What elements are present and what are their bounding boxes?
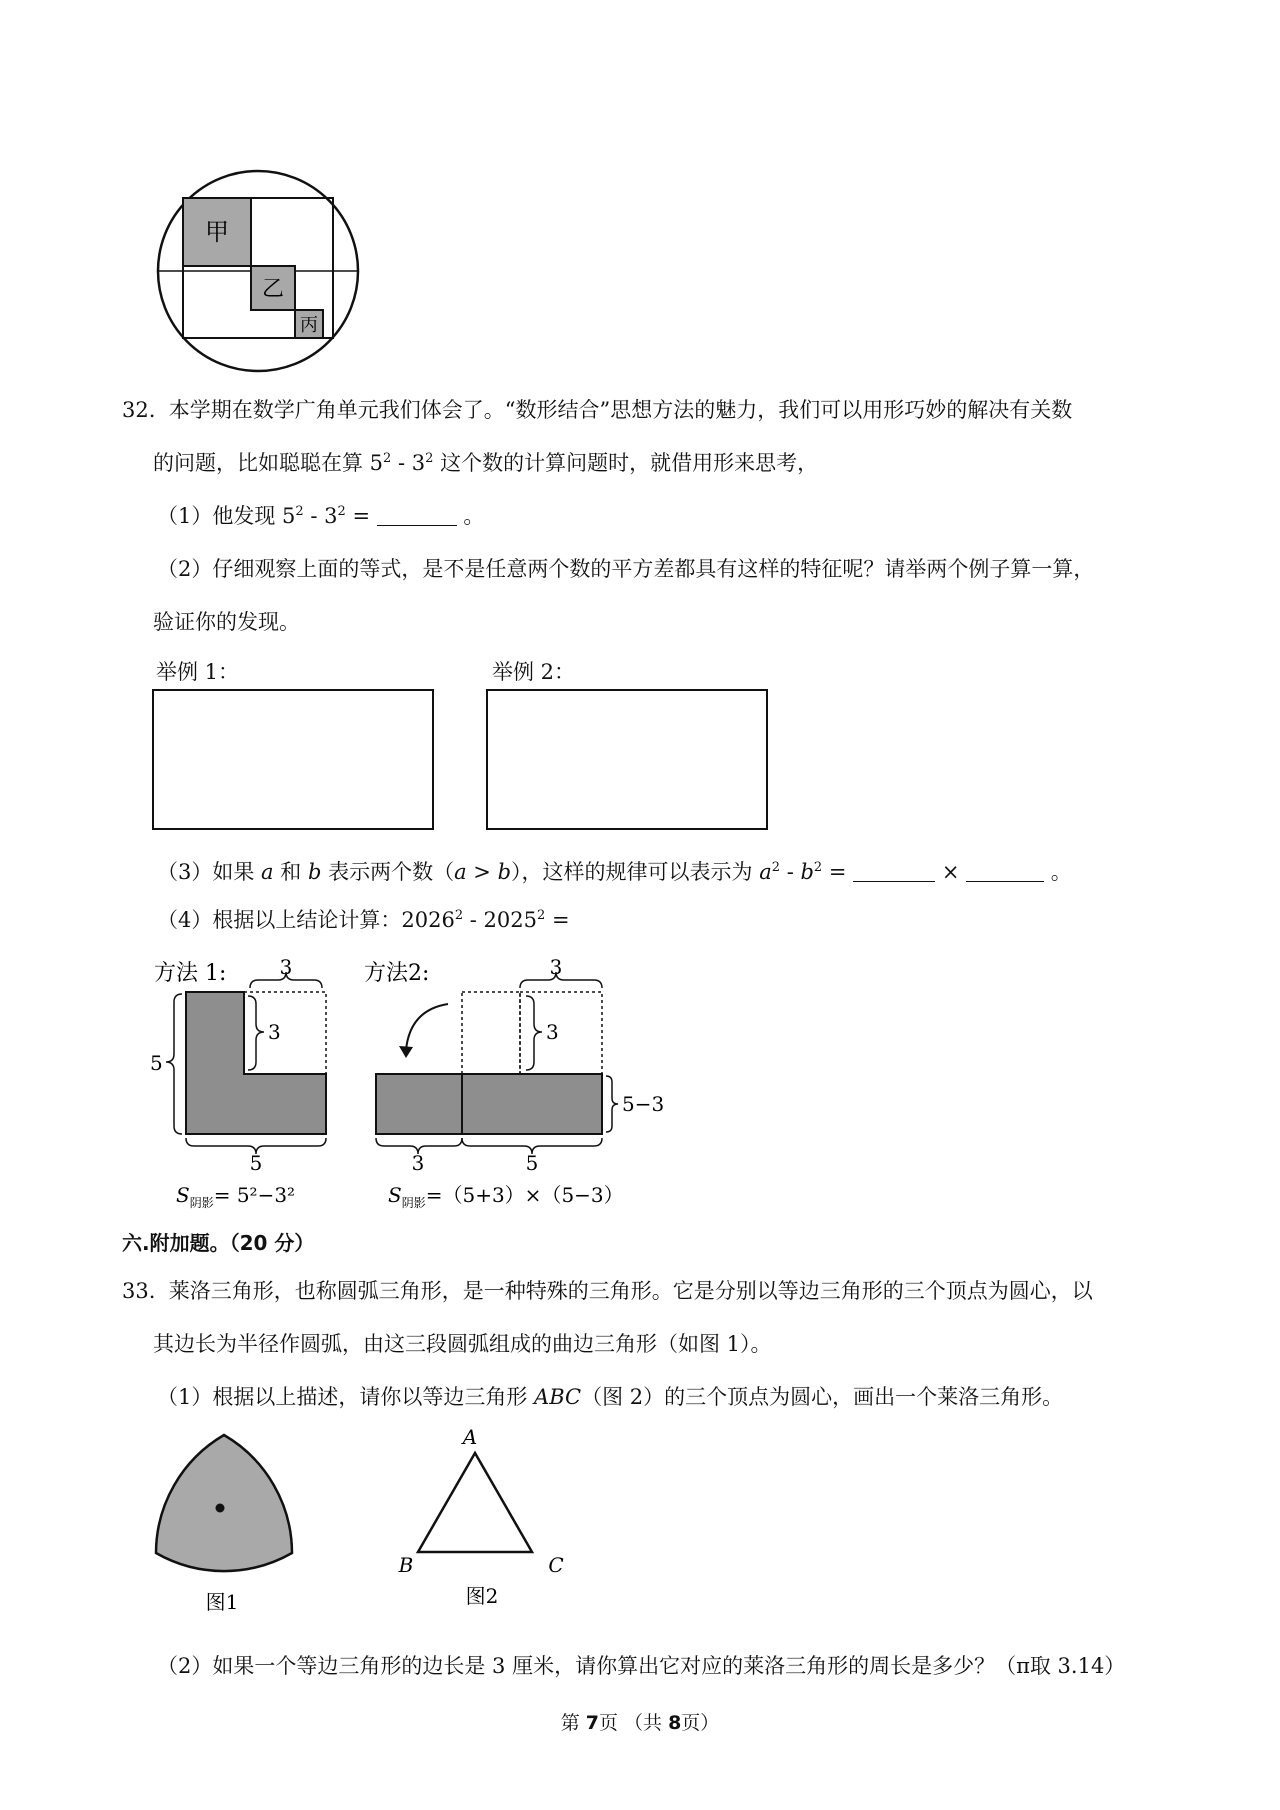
m2-arrowhead [399, 1046, 413, 1058]
q32-part3-text: 表示两个数（ [321, 860, 455, 884]
m1-top-label: 3 [279, 955, 293, 979]
q32-line2-text: 的问题，比如聪聪在算 5 [153, 451, 384, 475]
q33-part2 [157, 1652, 1125, 1680]
sup: 2 [425, 451, 434, 466]
m1-bottom-label: 5 [249, 1151, 263, 1175]
q32-number: 32. [122, 398, 156, 422]
sup: 2 [383, 451, 392, 466]
equilateral-triangle [418, 1453, 532, 1552]
footer-text: 页 （共 [598, 1712, 669, 1734]
var-a: a [454, 860, 467, 884]
fig1-caption: 图1 [205, 1590, 239, 1614]
q32-part3-text: 和 [273, 860, 308, 884]
m1-right-label: 3 [268, 1020, 281, 1044]
m1-left-label: 5 [150, 1051, 163, 1075]
triangle-name: ABC [534, 1385, 582, 1409]
q32-part2-text: 验证你的发现。 [153, 610, 300, 634]
sup: 2 [337, 504, 346, 519]
vertex-a: A [462, 1425, 478, 1449]
q32-line2-text: - 3 [391, 451, 426, 475]
q32-part4-text: = [545, 908, 570, 932]
q33-part1 [157, 1383, 1063, 1411]
var-b: b [497, 860, 512, 884]
vertex-c: C [548, 1553, 564, 1577]
q33-text: 其边长为半径作圆弧，由这三段圆弧组成的曲边三角形（如图 1）。 [153, 1332, 772, 1356]
q32-part2-line2 [153, 608, 300, 636]
m2-inner-label: 3 [546, 1020, 559, 1044]
m1-top-brace [250, 972, 322, 988]
q33-number: 33. [122, 1279, 156, 1303]
m2-top-label: 3 [549, 955, 563, 979]
op: - [780, 860, 801, 884]
q32-part3-end: 。 [1044, 860, 1072, 884]
m2-bottom-left-label: 3 [411, 1151, 425, 1175]
q32-line1 [122, 396, 1072, 424]
reuleaux-figures [150, 1420, 590, 1620]
sup: 2 [536, 908, 546, 923]
method-figure [140, 950, 680, 1212]
m2-right-brace [606, 1076, 618, 1132]
q32-part2-text: （2）仔细观察上面的等式，是不是任意两个数的平方差都具有这样的特征呢？请举两个例子算一算， [157, 557, 1095, 581]
q33-text: 莱洛三角形，也称圆弧三角形，是一种特殊的三角形。它是分别以等边三角形的三个顶点为圆心，以 [168, 1279, 1093, 1303]
answer-blank[interactable] [853, 863, 935, 882]
label-bing: 丙 [300, 315, 318, 336]
q32-part1-text: = [345, 504, 377, 528]
q32-part1-text: - 3 [303, 504, 338, 528]
m1-right-brace [248, 996, 264, 1070]
m2-formula [388, 1183, 624, 1210]
q33-line1 [122, 1277, 1093, 1305]
q32-part2-line1 [157, 555, 1094, 583]
page-footer [0, 1708, 1280, 1735]
q33-line2 [153, 1330, 772, 1358]
m2-arrow [406, 1004, 448, 1050]
answer-blank[interactable] [377, 507, 457, 526]
q32-part4-text: （4）根据以上结论计算：2026 [157, 908, 455, 932]
op: × [935, 860, 967, 884]
var-b: b [800, 860, 814, 884]
example2-box[interactable] [486, 689, 768, 830]
formula1-text: = 5²−3² [213, 1183, 296, 1207]
fig2-caption: 图2 [465, 1584, 499, 1608]
sup: 2 [454, 908, 464, 923]
example1-label: 举例 1： [156, 660, 240, 684]
answer-blank[interactable] [966, 863, 1044, 882]
sup: 2 [295, 504, 304, 519]
s-letter: S [176, 1183, 190, 1207]
vertex-b: B [398, 1553, 414, 1577]
example1-box[interactable] [152, 689, 434, 830]
sup: 2 [813, 860, 823, 875]
s-subscript: 阴影 [189, 1196, 214, 1210]
footer-text: 页） [681, 1712, 720, 1734]
total-pages: 8 [668, 1712, 682, 1734]
q33-part1-text: （图 2）的三个顶点为圆心，画出一个莱洛三角形。 [581, 1385, 1064, 1409]
m2-right-label: 5−3 [622, 1092, 665, 1116]
current-page: 7 [585, 1712, 599, 1734]
q32-line2 [153, 449, 818, 477]
m2-bottom-right-label: 5 [525, 1151, 539, 1175]
label-jia: 甲 [205, 218, 229, 246]
s-letter: S [388, 1183, 402, 1207]
q32-part3-text: ），这样的规律可以表示为 [511, 860, 760, 884]
reuleaux-triangle [156, 1435, 292, 1571]
q32-part1-end: 。 [456, 504, 485, 528]
m2-dotted-right [520, 992, 602, 1074]
formula2-text: =（5+3）×（5−3） [425, 1183, 624, 1207]
q32-part1 [157, 502, 484, 530]
var-b: b [307, 860, 322, 884]
m1-formula [176, 1183, 295, 1210]
circle-squares-figure [150, 168, 370, 378]
q32-part3-text: （3）如果 [157, 860, 262, 884]
q32-part1-text: （1）他发现 5 [157, 504, 296, 528]
q33-part1-text: （1）根据以上描述，请你以等边三角形 [157, 1385, 535, 1409]
var-a: a [261, 860, 274, 884]
m2-dotted-left [462, 992, 520, 1074]
q32-part4-text: - 2025 [463, 908, 537, 932]
section6-heading: 六.附加题。（20 分） [122, 1231, 315, 1255]
m2-shaded-left [376, 1074, 462, 1134]
q32-part3 [157, 858, 1072, 886]
m2-shaded-right [462, 1074, 602, 1134]
var-a: a [759, 860, 772, 884]
s-subscript: 阴影 [401, 1196, 426, 1210]
method2-title: 方法2: [364, 961, 430, 986]
example2-label: 举例 2： [492, 660, 576, 684]
q32-text: 本学期在数学广角单元我们体会了。“数形结合”思想方法的魅力，我们可以用形巧妙的解决有关数 [168, 398, 1073, 422]
method1-title: 方法 1: [154, 961, 227, 986]
footer-text: 第 [560, 1712, 586, 1734]
op: > [466, 860, 498, 884]
center-dot [216, 1504, 225, 1513]
label-yi: 乙 [261, 277, 285, 302]
m1-left-brace [166, 994, 182, 1134]
op: = [822, 860, 854, 884]
q32-part4 [157, 906, 570, 934]
q33-part2-text: （2）如果一个等边三角形的边长是 3 厘米，请你算出它对应的莱洛三角形的周长是多少？（π取 3.14） [157, 1654, 1126, 1678]
sup: 2 [771, 860, 781, 875]
m2-inner-brace [526, 996, 542, 1070]
q32-line2-text: 这个数的计算问题时，就借用形来思考， [433, 451, 819, 475]
